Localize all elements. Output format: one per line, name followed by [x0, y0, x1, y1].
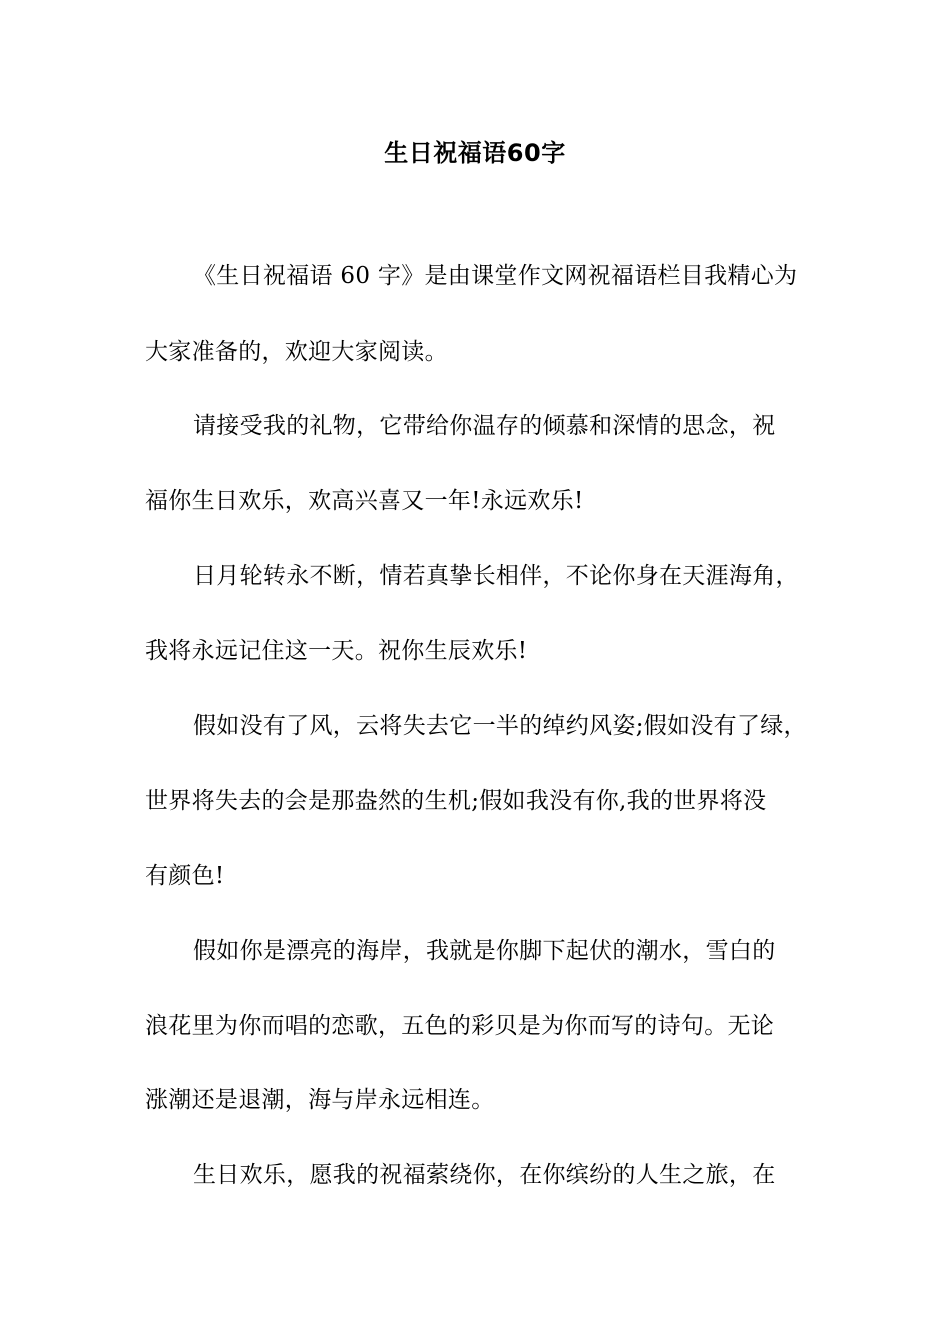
paragraph-5-line-3: 涨潮还是退潮，海与岸永远相连。	[145, 1087, 495, 1113]
paragraph-3-line-2: 我将永远记住这一天。祝你生辰欢乐!	[145, 638, 528, 664]
paragraph-4-line-2: 世界将失去的会是那盎然的生机;假如我没有你,我的世界将没	[145, 788, 767, 814]
paragraph-2-line-1: 请接受我的礼物，它带给你温存的倾慕和深情的思念，祝	[193, 413, 776, 439]
paragraph-2-line-2: 福你生日欢乐，欢高兴喜又一年!永远欢乐!	[145, 488, 584, 514]
paragraph-4-line-1: 假如没有了风，云将失去它一半的绰约风姿;假如没有了绿，	[193, 713, 807, 739]
paragraph-1-line-2: 大家准备的，欢迎大家阅读。	[145, 339, 448, 365]
paragraph-5-line-2: 浪花里为你而唱的恋歌，五色的彩贝是为你而写的诗句。无论	[145, 1013, 775, 1039]
document-title: 生日祝福语60字	[384, 139, 566, 167]
paragraph-3-line-1: 日月轮转永不断，情若真挚长相伴，不论你身在天涯海角，	[193, 563, 799, 589]
paragraph-6-line-1: 生日欢乐，愿我的祝福萦绕你，在你缤纷的人生之旅，在	[193, 1162, 776, 1188]
paragraph-1-line-1: 《生日祝福语 60 字》是由课堂作文网祝福语栏目我精心为	[193, 263, 798, 289]
paragraph-4-line-3: 有颜色!	[145, 863, 225, 889]
paragraph-5-line-1: 假如你是漂亮的海岸，我就是你脚下起伏的潮水，雪白的	[193, 938, 776, 964]
